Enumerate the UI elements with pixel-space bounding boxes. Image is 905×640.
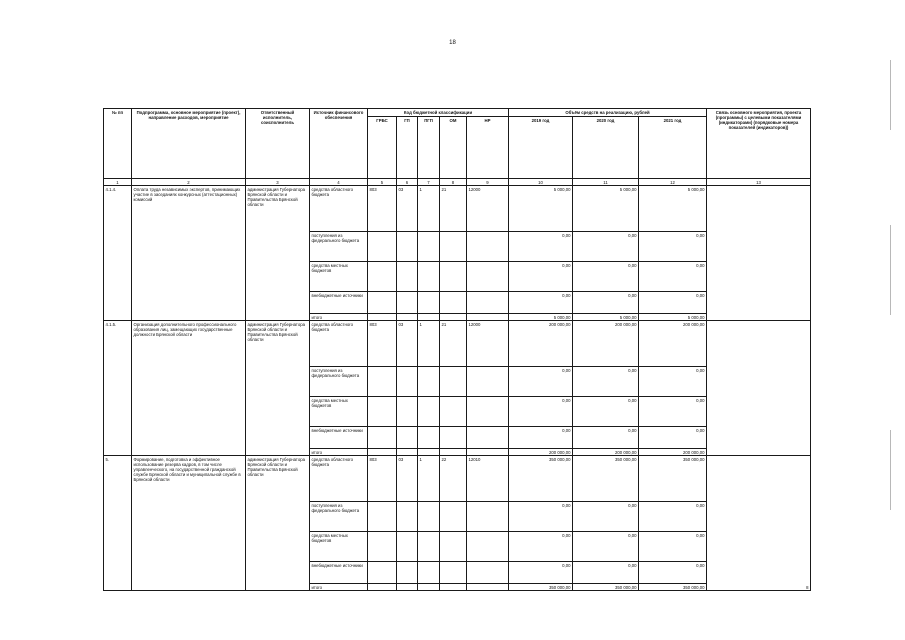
code-nr xyxy=(467,262,509,292)
column-index: 4 xyxy=(310,179,368,186)
item-number: 4.1.4. xyxy=(104,186,132,321)
code-om xyxy=(440,502,467,532)
item-number: 5. xyxy=(104,456,132,591)
code-om xyxy=(440,262,467,292)
code-grbs xyxy=(368,584,397,591)
amount-2020: 0,00 xyxy=(573,427,639,449)
column-index: 5 xyxy=(368,179,397,186)
code-nr xyxy=(467,314,509,321)
header-pgp: ПГП xyxy=(418,117,440,179)
total-2021: 350 000,00 xyxy=(639,584,707,591)
funding-source: средства областного бюджета xyxy=(310,186,368,232)
amount-2019: 350 000,00 xyxy=(509,456,573,502)
header-num: № пп xyxy=(104,109,132,179)
funding-source: внебюджетные источники xyxy=(310,562,368,584)
code-nr: 12000 xyxy=(467,186,509,232)
header-source: Источник финансового обеспечения xyxy=(310,109,368,179)
amount-2021: 0,00 xyxy=(639,562,707,584)
indicator-link: 8 xyxy=(707,456,811,591)
indicator-link xyxy=(707,186,811,321)
header-nr: НР xyxy=(467,117,509,179)
amount-2020: 0,00 xyxy=(573,397,639,427)
funding-source: поступления из федерального бюджета xyxy=(310,502,368,532)
code-pgp xyxy=(418,232,440,262)
code-grbs xyxy=(368,292,397,314)
table-row xyxy=(104,186,811,232)
budget-table xyxy=(103,108,811,591)
total-2019: 5 000,00 xyxy=(509,314,573,321)
code-pgp xyxy=(418,562,440,584)
code-nr: 12010 xyxy=(467,456,509,502)
column-index: 3 xyxy=(246,179,310,186)
code-om xyxy=(440,427,467,449)
amount-2020: 0,00 xyxy=(573,292,639,314)
code-nr xyxy=(467,367,509,397)
amount-2019: 0,00 xyxy=(509,262,573,292)
code-grbs xyxy=(368,427,397,449)
funding-source: средства местных бюджетов xyxy=(310,262,368,292)
amount-2020: 0,00 xyxy=(573,532,639,562)
code-grbs xyxy=(368,232,397,262)
header-budget-code: Код бюджетной классификации xyxy=(368,109,509,117)
code-pgp xyxy=(418,314,440,321)
amount-2020: 0,00 xyxy=(573,232,639,262)
amount-2020: 5 000,00 xyxy=(573,186,639,232)
amount-2019: 0,00 xyxy=(509,427,573,449)
table-row xyxy=(104,456,811,502)
code-pgp xyxy=(418,532,440,562)
code-gp xyxy=(397,262,418,292)
total-2019: 200 000,00 xyxy=(509,449,573,456)
amount-2021: 0,00 xyxy=(639,532,707,562)
amount-2019: 0,00 xyxy=(509,367,573,397)
total-label: итого xyxy=(310,584,368,591)
column-index: 2 xyxy=(132,179,246,186)
total-2020: 200 000,00 xyxy=(573,449,639,456)
header-y2019: 2019 год xyxy=(509,117,573,179)
code-om xyxy=(440,367,467,397)
item-name: Организация дополнительного профессионального образования лиц, замещающих государственные должности Брянской области xyxy=(132,321,246,456)
code-nr xyxy=(467,397,509,427)
code-nr xyxy=(467,562,509,584)
table-row xyxy=(104,179,811,186)
item-executor: администрация Губернатора Брянской области и Правительства Брянской области xyxy=(246,456,310,591)
code-pgp: 1 xyxy=(418,456,440,502)
funding-source: средства областного бюджета xyxy=(310,456,368,502)
amount-2020: 0,00 xyxy=(573,562,639,584)
amount-2019: 0,00 xyxy=(509,532,573,562)
column-index: 6 xyxy=(397,179,418,186)
code-om xyxy=(440,314,467,321)
item-number: 4.1.5. xyxy=(104,321,132,456)
header-y2020: 2020 год xyxy=(573,117,639,179)
code-gp xyxy=(397,367,418,397)
amount-2020: 350 000,00 xyxy=(573,456,639,502)
code-pgp xyxy=(418,292,440,314)
code-gp: 03 xyxy=(397,186,418,232)
code-gp xyxy=(397,427,418,449)
table-row xyxy=(104,109,811,117)
code-nr xyxy=(467,532,509,562)
funding-source: средства местных бюджетов xyxy=(310,532,368,562)
code-om xyxy=(440,532,467,562)
item-executor: администрация Губернатора Брянской области и Правительства Брянской области xyxy=(246,321,310,456)
amount-2021: 0,00 xyxy=(639,262,707,292)
code-gp xyxy=(397,532,418,562)
total-2020: 5 000,00 xyxy=(573,314,639,321)
item-executor: администрация Губернатора Брянской области и Правительства Брянской области xyxy=(246,186,310,321)
code-gp xyxy=(397,314,418,321)
code-pgp xyxy=(418,502,440,532)
code-om xyxy=(440,449,467,456)
code-grbs xyxy=(368,562,397,584)
code-grbs xyxy=(368,367,397,397)
code-grbs xyxy=(368,532,397,562)
funding-source: внебюджетные источники xyxy=(310,292,368,314)
header-om: ОМ xyxy=(440,117,467,179)
code-nr xyxy=(467,449,509,456)
code-gp xyxy=(397,397,418,427)
code-gp: 03 xyxy=(397,456,418,502)
column-index: 7 xyxy=(418,179,440,186)
indicator-link xyxy=(707,321,811,456)
edge-mark xyxy=(890,60,891,130)
code-grbs: 803 xyxy=(368,456,397,502)
code-grbs: 803 xyxy=(368,321,397,367)
header-link: Связь основного мероприятия, проекта (программы) с целевыми показателями (индикаторами) (порядковые номера показателей (индикаторов)) xyxy=(707,109,811,179)
column-index: 11 xyxy=(573,179,639,186)
code-grbs xyxy=(368,262,397,292)
funding-source: средства местных бюджетов xyxy=(310,397,368,427)
header-y2021: 2021 год xyxy=(639,117,707,179)
code-gp: 03 xyxy=(397,321,418,367)
code-grbs xyxy=(368,314,397,321)
code-nr: 12000 xyxy=(467,321,509,367)
total-label: итого xyxy=(310,449,368,456)
code-nr xyxy=(467,427,509,449)
amount-2019: 0,00 xyxy=(509,292,573,314)
code-pgp: 1 xyxy=(418,321,440,367)
header-executor: Ответственный исполнитель, соисполнитель xyxy=(246,109,310,179)
amount-2019: 0,00 xyxy=(509,562,573,584)
funding-source: поступления из федерального бюджета xyxy=(310,367,368,397)
code-om xyxy=(440,292,467,314)
code-pgp xyxy=(418,262,440,292)
column-index: 10 xyxy=(509,179,573,186)
edge-mark xyxy=(890,430,891,510)
amount-2019: 0,00 xyxy=(509,232,573,262)
header-gp: ГП xyxy=(397,117,418,179)
table-row xyxy=(104,321,811,367)
page-number: 18 xyxy=(449,40,456,46)
item-name: Оплата труда независимых экспертов, принимающих участие в заседаниях конкурсных (аттестационных) комиссий xyxy=(132,186,246,321)
code-pgp xyxy=(418,449,440,456)
total-2021: 5 000,00 xyxy=(639,314,707,321)
total-2019: 350 000,00 xyxy=(509,584,573,591)
code-om xyxy=(440,562,467,584)
code-pgp xyxy=(418,367,440,397)
total-2020: 350 000,00 xyxy=(573,584,639,591)
amount-2019: 0,00 xyxy=(509,502,573,532)
column-index: 1 xyxy=(104,179,132,186)
code-om xyxy=(440,584,467,591)
code-pgp xyxy=(418,584,440,591)
amount-2021: 0,00 xyxy=(639,427,707,449)
code-pgp xyxy=(418,397,440,427)
code-nr xyxy=(467,584,509,591)
code-grbs: 803 xyxy=(368,186,397,232)
column-index: 8 xyxy=(440,179,467,186)
code-gp xyxy=(397,562,418,584)
column-index: 9 xyxy=(467,179,509,186)
amount-2021: 0,00 xyxy=(639,232,707,262)
amount-2021: 0,00 xyxy=(639,367,707,397)
amount-2020: 200 000,00 xyxy=(573,321,639,367)
funding-source: внебюджетные источники xyxy=(310,427,368,449)
code-pgp xyxy=(418,427,440,449)
amount-2020: 0,00 xyxy=(573,262,639,292)
header-grbs: ГРБС xyxy=(368,117,397,179)
amount-2019: 0,00 xyxy=(509,397,573,427)
code-gp xyxy=(397,232,418,262)
amount-2020: 0,00 xyxy=(573,367,639,397)
amount-2021: 0,00 xyxy=(639,397,707,427)
amount-2020: 0,00 xyxy=(573,502,639,532)
code-grbs xyxy=(368,397,397,427)
amount-2021: 350 000,00 xyxy=(639,456,707,502)
code-nr xyxy=(467,292,509,314)
funding-source: средства областного бюджета xyxy=(310,321,368,367)
code-om xyxy=(440,232,467,262)
code-gp xyxy=(397,449,418,456)
code-om: 21 xyxy=(440,321,467,367)
code-om: 21 xyxy=(440,186,467,232)
header-funding: Объём средств на реализацию, рублей xyxy=(509,109,707,117)
code-gp xyxy=(397,584,418,591)
code-nr xyxy=(467,502,509,532)
code-om: 22 xyxy=(440,456,467,502)
code-grbs xyxy=(368,502,397,532)
code-nr xyxy=(467,232,509,262)
code-gp xyxy=(397,502,418,532)
code-grbs xyxy=(368,449,397,456)
amount-2021: 0,00 xyxy=(639,292,707,314)
total-2021: 200 000,00 xyxy=(639,449,707,456)
total-label: итого xyxy=(310,314,368,321)
code-om xyxy=(440,397,467,427)
edge-mark xyxy=(890,225,891,315)
amount-2019: 200 000,00 xyxy=(509,321,573,367)
column-index: 13 xyxy=(707,179,811,186)
amount-2021: 0,00 xyxy=(639,502,707,532)
header-name: Подпрограмма, основное мероприятие (проект), направление расходов, мероприятие xyxy=(132,109,246,179)
funding-source: поступления из федерального бюджета xyxy=(310,232,368,262)
amount-2021: 200 000,00 xyxy=(639,321,707,367)
column-index: 12 xyxy=(639,179,707,186)
amount-2019: 5 000,00 xyxy=(509,186,573,232)
code-gp xyxy=(397,292,418,314)
code-pgp: 1 xyxy=(418,186,440,232)
amount-2021: 5 000,00 xyxy=(639,186,707,232)
item-name: Формирование, подготовка и эффективное использование резерва кадров, в том числе управленческого, на государственной гражданской службе Брянской области и муниципальной службе в Брянской области xyxy=(132,456,246,591)
